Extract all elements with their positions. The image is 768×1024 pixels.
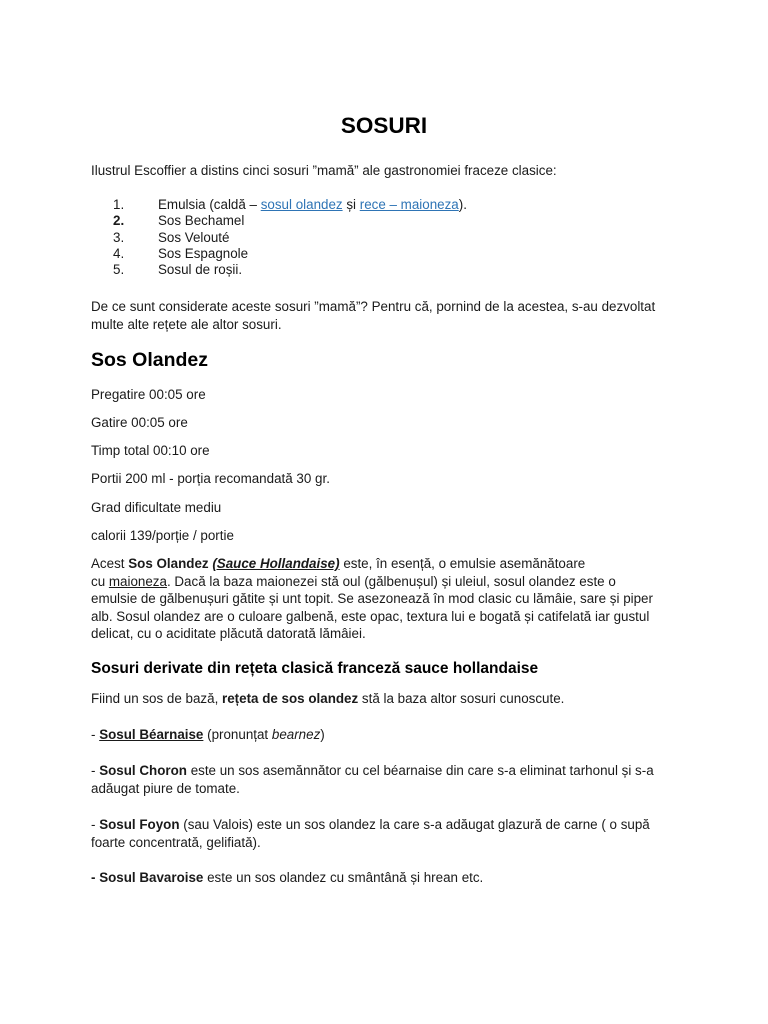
- text-run: Acest: [91, 556, 129, 571]
- text-run: delicat, cu o aciditate plăcută datorată lămâiei.: [91, 626, 366, 641]
- dash: -: [91, 763, 100, 778]
- list-number: 2.: [113, 213, 125, 229]
- list-item: [91, 213, 467, 229]
- derived-sauce-bavaroise: [91, 869, 681, 887]
- list-item-label: Sos Espagnole: [158, 245, 249, 261]
- sauce-name: Sosul Foyon: [99, 817, 180, 832]
- info-prep-time: Pregatire 00:05 ore: [91, 387, 206, 402]
- info-calories: calorii 139/porție / portie: [91, 528, 234, 543]
- info-cook-time: Gatire 00:05 ore: [91, 415, 188, 430]
- info-difficulty: Grad dificultate mediu: [91, 500, 222, 515]
- text-run: este, în esență, o emulsie asemănătoare: [339, 556, 586, 571]
- dash: -: [91, 870, 100, 885]
- italic-sauce-name: (Sauce Hollandaise): [212, 556, 340, 571]
- list-number: 4.: [113, 245, 125, 261]
- list-item: [91, 246, 467, 262]
- list-item: [91, 197, 467, 213]
- text-run: este un sos asemănnător cu cel béarnaise din care s-a eliminat tarhonul și s-a: [186, 763, 654, 778]
- text-run: emulsie de gălbenușuri gătite și unt topit. Se asezonează în mod clasic cu lămâie, sare și piper: [91, 591, 653, 606]
- text-run: foarte concentrată, gelifiată).: [91, 834, 261, 850]
- text-run: adăugat piure de tomate.: [91, 780, 240, 796]
- text-run: stă la baza altor sosuri cunoscute.: [358, 691, 565, 706]
- dash: -: [91, 817, 100, 832]
- list-item-label: Sos Bechamel: [158, 213, 245, 229]
- mother-sauces-list: [91, 197, 467, 278]
- text-run: ): [320, 727, 325, 742]
- section-heading: Sos Olandez: [91, 349, 209, 371]
- text-run: alb. Sosul olandez are o culoare galbenă, este opac, textura lui e bogată și catifelată iar gustul: [91, 608, 650, 624]
- intro-paragraph: Ilustrul Escoffier a distins cinci sosuri ”mamă” ale gastronomiei fraceze clasice:: [91, 163, 557, 178]
- list-item-text: și: [342, 197, 360, 212]
- paragraph-line: multe alte rețete ale altor sosuri.: [91, 316, 282, 332]
- subsection-heading: Sosuri derivate din rețeta clasică franceză sauce hollandaise: [91, 660, 539, 677]
- text-run: (pronunțat: [203, 727, 272, 742]
- list-number: 5.: [113, 262, 125, 278]
- list-item: [91, 230, 467, 246]
- text-run: Fiind un sos de bază,: [91, 691, 223, 706]
- link-sosul-olandez[interactable]: sosul olandez: [260, 197, 343, 212]
- text-run: (sau Valois) este un sos olandez la care s-a adăugat glazură de carne ( o supă: [179, 817, 650, 832]
- info-portions: Portii 200 ml - porția recomandată 30 gr.: [91, 471, 330, 486]
- text-run: este un sos olandez cu smântână și hrean etc.: [203, 870, 484, 885]
- derived-sauce-bearnaise: [91, 726, 681, 744]
- list-item: [91, 262, 467, 278]
- italic-text: bearnez: [271, 727, 321, 742]
- document-title: SOSURI: [340, 113, 428, 138]
- list-item-label: Sos Velouté: [158, 229, 230, 245]
- info-total-time: Timp total 00:10 ore: [91, 443, 210, 458]
- dash: -: [91, 727, 100, 742]
- paragraph-line: De ce sunt considerate aceste sosuri ”mamă”? Pentru că, pornind de la acestea, s-au dezvoltat: [91, 299, 656, 314]
- sauce-name: Sosul Bavaroise: [99, 870, 204, 885]
- derived-sauce-foyon: [91, 816, 681, 851]
- list-item-label: Sosul de roșii.: [158, 262, 243, 278]
- bold-text: rețeta de sos olandez: [222, 691, 359, 706]
- base-paragraph: [91, 690, 681, 708]
- text-run: cu: [91, 573, 109, 589]
- why-paragraph: [91, 298, 681, 333]
- list-item-text: Emulsia (caldă –: [158, 197, 261, 212]
- derived-sauce-choron: [91, 762, 681, 797]
- sauce-name: Sosul Choron: [99, 763, 187, 778]
- text-run: . Dacă la baza maionezei stă oul (gălbenușul) și uleiul, sosul olandez este o: [166, 573, 616, 589]
- list-number: 1.: [113, 197, 125, 212]
- list-item-text: ).: [458, 197, 467, 212]
- link-maioneza[interactable]: rece – maioneza: [359, 197, 459, 212]
- list-number: 3.: [113, 229, 125, 245]
- bold-sauce-name: Sos Olandez: [128, 556, 209, 571]
- description-paragraph: [91, 555, 691, 643]
- link-maioneza-inline[interactable]: maioneza: [108, 573, 167, 589]
- sauce-name: Sosul Béarnaise: [99, 727, 204, 742]
